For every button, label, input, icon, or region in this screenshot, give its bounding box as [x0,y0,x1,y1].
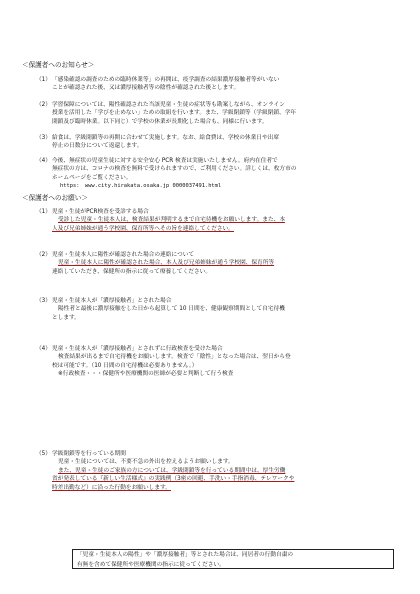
item-number: （5） [36,451,51,457]
item-line: ホームページをご覧ください。 [52,174,132,181]
item-title: 児童・生徒がPCR検査を受診する場合 [52,209,149,215]
item-line: 受診した児童・生徒本人は、検査結果が判明するまで自宅待機をお願いします。また、本 [58,217,286,224]
item-note: ※行政検査・・・保健所や医療機関の医師が必要と判断して行う検査 [58,371,234,378]
item-line: 閉鎖及び臨時休業。以下同じ）で学校の休業が長期化した場合も、同様に行います。 [52,118,268,125]
box-line: 有無を含めて保健所や医療機関の指示に従ってください。 [77,562,225,569]
instruction-box [72,549,394,569]
hirakata-url-link[interactable]: https: www.city.hirakata.osaka.jp 0000037491.html [60,183,222,190]
item-line: また、児童・生徒のご家族の方については、学級閉鎖等を行っている期間中は、厚生労働 [58,467,286,474]
item-line: 検査結果が出るまで自宅待機をお願いします。検査で「陰性」となった場合は、翌日から登 [58,354,291,361]
item-line: 給食は、学級閉鎖等の再開に合わせて実施します。なお、給食費は、学校の休業日や出席 [52,135,280,141]
item-number: （1） [36,77,51,83]
item-number: （4） [36,158,51,164]
item-line: 省が発表している『新しい生活様式』の実践例（3密の回避、手洗い・手指消毒、テレワークや [52,476,295,483]
item-line: 時差出勤など）に沿った行動をお願いします。 [52,484,171,491]
item-line: 連絡していただき、保健所の指示に従って療養してください。 [52,268,212,275]
item-number: （3） [36,135,51,141]
item-number: （1） [36,209,51,215]
item-title: 学級閉鎖等を行っている期間 [52,451,126,457]
box-line: 「児童・生徒本人の陽性」や「濃厚接触者」等とされた場合は、同居者の行動自粛の [77,552,294,558]
item-title: 児童・生徒本人が「濃厚接触者」とされずに行政検査を受けた場合 [52,346,223,352]
notice-heading: ＜保護者へのお知らせ＞ [22,61,95,69]
item-line: 授業を活用した「学びを止めない」ための取組を行います。また、学級閉鎖等（学級閉鎖、学年 [52,110,297,117]
item-line: 児童・生徒本人に陽性が確認された場合、本人及び兄弟姉妹が通う学校園、保育所等 [58,260,275,267]
item-line: ことが確認された後、又は濃厚接触者等の陰性が確認された後とします。 [52,85,240,92]
item-line: 校は可能です。（10 日間の自宅待機は必要ありません。） [52,362,198,369]
item-title: 児童・生徒本人が「濃厚接触者」とされた場合 [52,298,172,304]
item-line: 今後、無症状の児童生徒に対する安全安心 PCR 検査は実施いたしません。府内在住者で [52,158,278,164]
item-line: 無症状の方は、コロナの検査を無料で受けられますので、ご利用ください。詳しくは、枚方市の [52,166,297,173]
item-number: （2） [36,252,51,258]
item-line: 停止の日数分について返還します。 [52,143,143,150]
item-line: 学習保障については、陽性確認された当該児童・生徒の症状等も勘案しながら、オンライン [52,102,285,108]
request-heading: ＜保護者へのお願い＞ [22,194,88,202]
item-line: 人及び兄弟姉妹が通う学校園、保育所等へその旨を連絡してください。 [52,225,234,232]
item-line: 「感染確認の調査のための臨時休業等」の再開は、疫学調査の結果濃厚接触者等がいない [52,77,280,83]
item-title: 児童・生徒本人に陽性が確認された場合の連絡について [52,252,195,258]
item-line: 陽性者と最後に濃厚接触をした日から起算して 10 日間を、健康観察期間として自宅待機 [58,306,285,313]
item-number: （2） [36,102,51,108]
item-line: とします。 [52,314,80,321]
item-number: （4） [36,346,51,352]
item-number: （3） [36,298,51,304]
item-line: 児童・生徒については、不要不急の外出を控えるようお願いします。 [58,459,234,466]
